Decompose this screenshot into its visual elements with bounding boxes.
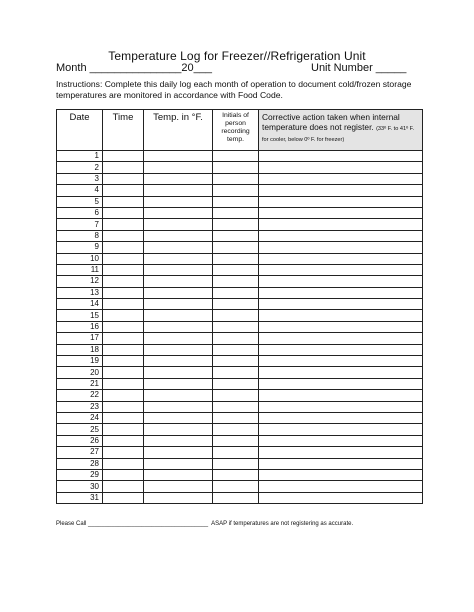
initials-cell[interactable]	[213, 333, 259, 344]
temp-cell[interactable]	[144, 367, 213, 378]
day-cell: 3	[57, 173, 103, 184]
temperature-log-table	[56, 109, 423, 504]
header-initials: Initials of person recording temp.	[213, 110, 259, 151]
day-cell: 17	[57, 333, 103, 344]
initials-cell[interactable]	[213, 424, 259, 435]
time-cell[interactable]	[103, 458, 144, 469]
temp-cell[interactable]	[144, 435, 213, 446]
table-row	[57, 196, 423, 207]
temp-cell[interactable]	[144, 287, 213, 298]
header-temperature-range-note: (33º F. to 41º F. for cooler, below 0º F. for freezer)	[262, 126, 415, 143]
table-row	[57, 287, 423, 298]
initials-cell[interactable]	[213, 242, 259, 253]
temp-cell[interactable]	[144, 481, 213, 492]
initials-cell[interactable]	[213, 173, 259, 184]
time-cell[interactable]	[103, 242, 144, 253]
corrective-action-cell[interactable]	[259, 219, 423, 230]
time-cell[interactable]	[103, 412, 144, 423]
corrective-action-cell[interactable]	[259, 196, 423, 207]
initials-cell[interactable]	[213, 185, 259, 196]
corrective-action-cell[interactable]	[259, 492, 423, 503]
time-cell[interactable]	[103, 310, 144, 321]
day-cell: 6	[57, 207, 103, 218]
time-cell[interactable]	[103, 469, 144, 480]
table-row	[57, 367, 423, 378]
day-cell: 31	[57, 492, 103, 503]
temp-cell[interactable]	[144, 401, 213, 412]
temp-cell[interactable]	[144, 185, 213, 196]
day-cell: 20	[57, 367, 103, 378]
time-cell[interactable]	[103, 253, 144, 264]
table-row	[57, 469, 423, 480]
header-temp: Temp. in °F.	[144, 110, 213, 151]
table-row	[57, 230, 423, 241]
day-cell: 25	[57, 424, 103, 435]
header-date: Date	[57, 110, 103, 151]
table-row	[57, 390, 423, 401]
day-cell: 24	[57, 412, 103, 423]
temp-cell[interactable]	[144, 321, 213, 332]
day-cell: 23	[57, 401, 103, 412]
corrective-action-cell[interactable]	[259, 253, 423, 264]
temp-cell[interactable]	[144, 253, 213, 264]
temp-cell[interactable]	[144, 264, 213, 275]
initials-cell[interactable]	[213, 356, 259, 367]
table-header-row	[57, 110, 423, 151]
table-row	[57, 458, 423, 469]
table-row	[57, 242, 423, 253]
day-cell: 12	[57, 276, 103, 287]
instructions: Instructions: Complete this daily log each month of operation to document cold/frozen storage temperatures are monitored in accordance with Food Code.	[56, 79, 412, 100]
table-row	[57, 253, 423, 264]
initials-cell[interactable]	[213, 469, 259, 480]
day-cell: 29	[57, 469, 103, 480]
header-time: Time	[103, 110, 144, 151]
time-cell[interactable]	[103, 196, 144, 207]
time-cell[interactable]	[103, 333, 144, 344]
day-cell: 16	[57, 321, 103, 332]
day-cell: 11	[57, 264, 103, 275]
table-row	[57, 151, 423, 162]
temp-cell[interactable]	[144, 378, 213, 389]
time-cell[interactable]	[103, 321, 144, 332]
initials-cell[interactable]	[213, 253, 259, 264]
header-corrective-action-text: Corrective action taken when internal temperature does not register.	[262, 112, 400, 132]
temp-cell[interactable]	[144, 458, 213, 469]
table-row	[57, 435, 423, 446]
day-cell: 10	[57, 253, 103, 264]
initials-cell[interactable]	[213, 492, 259, 503]
table-row	[57, 344, 423, 355]
time-cell[interactable]	[103, 185, 144, 196]
time-cell[interactable]	[103, 481, 144, 492]
initials-cell[interactable]	[213, 321, 259, 332]
initials-cell[interactable]	[213, 390, 259, 401]
time-cell[interactable]	[103, 207, 144, 218]
initials-cell[interactable]	[213, 401, 259, 412]
day-cell: 2	[57, 162, 103, 173]
initials-cell[interactable]	[213, 162, 259, 173]
initials-cell[interactable]	[213, 299, 259, 310]
temp-cell[interactable]	[144, 492, 213, 503]
header-corrective-action	[259, 110, 423, 151]
corrective-action-cell[interactable]	[259, 481, 423, 492]
corrective-action-cell[interactable]	[259, 299, 423, 310]
table-row	[57, 412, 423, 423]
day-cell: 7	[57, 219, 103, 230]
table-row	[57, 276, 423, 287]
temp-cell[interactable]	[144, 469, 213, 480]
time-cell[interactable]	[103, 378, 144, 389]
initials-cell[interactable]	[213, 264, 259, 275]
time-cell[interactable]	[103, 424, 144, 435]
corrective-action-cell[interactable]	[259, 287, 423, 298]
initials-cell[interactable]	[213, 287, 259, 298]
time-cell[interactable]	[103, 162, 144, 173]
corrective-action-cell[interactable]	[259, 344, 423, 355]
time-cell[interactable]	[103, 264, 144, 275]
table-row	[57, 310, 423, 321]
initials-cell[interactable]	[213, 481, 259, 492]
corrective-action-cell[interactable]	[259, 162, 423, 173]
table-row	[57, 424, 423, 435]
initials-cell[interactable]	[213, 435, 259, 446]
corrective-action-cell[interactable]	[259, 447, 423, 458]
day-cell: 8	[57, 230, 103, 241]
temp-cell[interactable]	[144, 151, 213, 162]
corrective-action-cell[interactable]	[259, 185, 423, 196]
table-row	[57, 333, 423, 344]
time-cell[interactable]	[103, 435, 144, 446]
corrective-action-cell[interactable]	[259, 435, 423, 446]
initials-cell[interactable]	[213, 344, 259, 355]
time-cell[interactable]	[103, 492, 144, 503]
day-cell: 22	[57, 390, 103, 401]
time-cell[interactable]	[103, 276, 144, 287]
initials-cell[interactable]	[213, 151, 259, 162]
corrective-action-cell[interactable]	[259, 151, 423, 162]
corrective-action-cell[interactable]	[259, 401, 423, 412]
day-cell: 1	[57, 151, 103, 162]
temp-cell[interactable]	[144, 424, 213, 435]
day-cell: 26	[57, 435, 103, 446]
table-body	[57, 151, 423, 504]
corrective-action-cell[interactable]	[259, 412, 423, 423]
initials-cell[interactable]	[213, 378, 259, 389]
corrective-action-cell[interactable]	[259, 390, 423, 401]
corrective-action-cell[interactable]	[259, 276, 423, 287]
time-cell[interactable]	[103, 299, 144, 310]
initials-cell[interactable]	[213, 367, 259, 378]
initials-cell[interactable]	[213, 276, 259, 287]
day-cell: 28	[57, 458, 103, 469]
table-row	[57, 207, 423, 218]
time-cell[interactable]	[103, 230, 144, 241]
temp-cell[interactable]	[144, 162, 213, 173]
table-row	[57, 356, 423, 367]
day-cell: 27	[57, 447, 103, 458]
unit-number-field[interactable]: Unit Number _____	[311, 62, 407, 74]
page-title: Temperature Log for Freezer//Refrigeration Unit	[108, 49, 366, 63]
initials-cell[interactable]	[213, 207, 259, 218]
corrective-action-cell[interactable]	[259, 367, 423, 378]
temp-cell[interactable]	[144, 299, 213, 310]
time-cell[interactable]	[103, 173, 144, 184]
time-cell[interactable]	[103, 401, 144, 412]
corrective-action-cell[interactable]	[259, 356, 423, 367]
corrective-action-cell[interactable]	[259, 469, 423, 480]
temp-cell[interactable]	[144, 276, 213, 287]
temp-cell[interactable]	[144, 207, 213, 218]
footer-note: Please Call ____________________________________ ASAP if temperatures are not registering as accurate.	[56, 521, 354, 527]
time-cell[interactable]	[103, 287, 144, 298]
day-cell: 14	[57, 299, 103, 310]
day-cell: 9	[57, 242, 103, 253]
time-cell[interactable]	[103, 367, 144, 378]
day-cell: 30	[57, 481, 103, 492]
table-row	[57, 447, 423, 458]
month-field[interactable]: Month _______________20___	[56, 62, 212, 74]
temp-cell[interactable]	[144, 333, 213, 344]
corrective-action-cell[interactable]	[259, 333, 423, 344]
initials-cell[interactable]	[213, 310, 259, 321]
table-row	[57, 185, 423, 196]
day-cell: 19	[57, 356, 103, 367]
corrective-action-cell[interactable]	[259, 242, 423, 253]
temp-cell[interactable]	[144, 310, 213, 321]
table-row	[57, 264, 423, 275]
table-row	[57, 492, 423, 503]
table-row	[57, 401, 423, 412]
corrective-action-cell[interactable]	[259, 321, 423, 332]
corrective-action-cell[interactable]	[259, 458, 423, 469]
temp-cell[interactable]	[144, 242, 213, 253]
corrective-action-cell[interactable]	[259, 264, 423, 275]
table-row	[57, 299, 423, 310]
initials-cell[interactable]	[213, 458, 259, 469]
temp-cell[interactable]	[144, 219, 213, 230]
day-cell: 4	[57, 185, 103, 196]
day-cell: 5	[57, 196, 103, 207]
initials-cell[interactable]	[213, 196, 259, 207]
temp-cell[interactable]	[144, 344, 213, 355]
time-cell[interactable]	[103, 356, 144, 367]
initials-cell[interactable]	[213, 219, 259, 230]
time-cell[interactable]	[103, 390, 144, 401]
day-cell: 15	[57, 310, 103, 321]
table-row	[57, 481, 423, 492]
temp-cell[interactable]	[144, 196, 213, 207]
temp-cell[interactable]	[144, 447, 213, 458]
time-cell[interactable]	[103, 151, 144, 162]
corrective-action-cell[interactable]	[259, 424, 423, 435]
temp-cell[interactable]	[144, 173, 213, 184]
corrective-action-cell[interactable]	[259, 173, 423, 184]
time-cell[interactable]	[103, 344, 144, 355]
corrective-action-cell[interactable]	[259, 378, 423, 389]
time-cell[interactable]	[103, 447, 144, 458]
temp-cell[interactable]	[144, 412, 213, 423]
day-cell: 18	[57, 344, 103, 355]
initials-cell[interactable]	[213, 230, 259, 241]
day-cell: 13	[57, 287, 103, 298]
temp-cell[interactable]	[144, 230, 213, 241]
table-row	[57, 173, 423, 184]
initials-cell[interactable]	[213, 447, 259, 458]
time-cell[interactable]	[103, 219, 144, 230]
corrective-action-cell[interactable]	[259, 230, 423, 241]
table-row	[57, 378, 423, 389]
table-row	[57, 162, 423, 173]
corrective-action-cell[interactable]	[259, 207, 423, 218]
temp-cell[interactable]	[144, 390, 213, 401]
table-row	[57, 219, 423, 230]
table-row	[57, 321, 423, 332]
temp-cell[interactable]	[144, 356, 213, 367]
initials-cell[interactable]	[213, 412, 259, 423]
day-cell: 21	[57, 378, 103, 389]
corrective-action-cell[interactable]	[259, 310, 423, 321]
